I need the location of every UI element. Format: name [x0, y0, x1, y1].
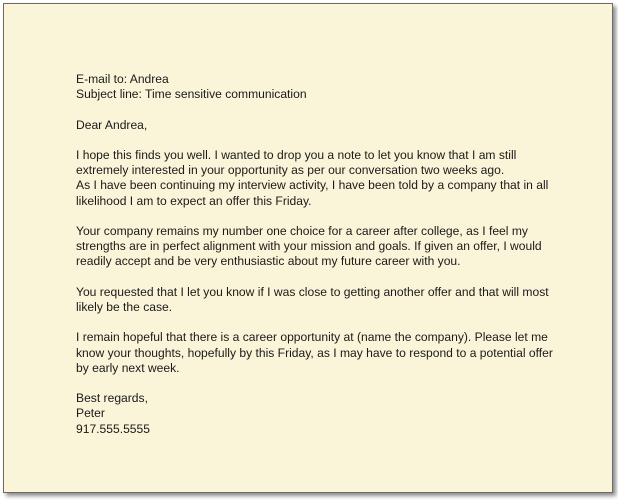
- sign-off: Best regards,: [76, 391, 148, 406]
- paragraph-4: [76, 330, 576, 376]
- email-to-line: E-mail to: Andrea: [76, 72, 169, 86]
- paragraph-line: likely be the case.: [76, 299, 173, 314]
- signer-phone: 917.555.5555: [76, 421, 150, 436]
- salutation: [76, 118, 576, 133]
- paragraph-line: As I have been continuing my interview activity, I have been told by a company that in all: [76, 178, 549, 193]
- paragraph-line: likelihood I am to expect an offer this Friday.: [76, 193, 312, 208]
- paragraph-line: strengths are in perfect alignment with your mission and goals. If given an offer, I would: [76, 239, 542, 254]
- paragraph-1: [76, 148, 576, 209]
- email-header: [76, 72, 576, 102]
- paragraph-line: know your thoughts, hopefully by this Friday, as I may have to respond to a potential offer: [76, 345, 553, 360]
- email-letter: [76, 72, 576, 452]
- paragraph-line: readily accept and be very enthusiastic about my future career with you.: [76, 254, 461, 269]
- subject-line: Subject line: Time sensitive communication: [76, 87, 307, 102]
- signer-name: Peter: [76, 406, 105, 421]
- closing: [76, 391, 576, 437]
- paragraph-line: I hope this finds you well. I wanted to drop you a note to let you know that I am still: [76, 147, 517, 162]
- paragraph-2: [76, 224, 576, 270]
- paragraph-3: [76, 285, 576, 315]
- paragraph-line: by early next week.: [76, 360, 180, 375]
- paragraph-line: Your company remains my number one choice for a career after college, as I feel my: [76, 223, 528, 238]
- paragraph-line: You requested that I let you know if I was close to getting another offer and that will most: [76, 284, 549, 299]
- letter-page: [3, 3, 613, 493]
- paragraph-line: extremely interested in your opportunity as per our conversation two weeks ago.: [76, 163, 505, 178]
- salutation-text: Dear Andrea,: [76, 117, 148, 132]
- paragraph-line: I remain hopeful that there is a career opportunity at (name the company). Please let me: [76, 330, 548, 345]
